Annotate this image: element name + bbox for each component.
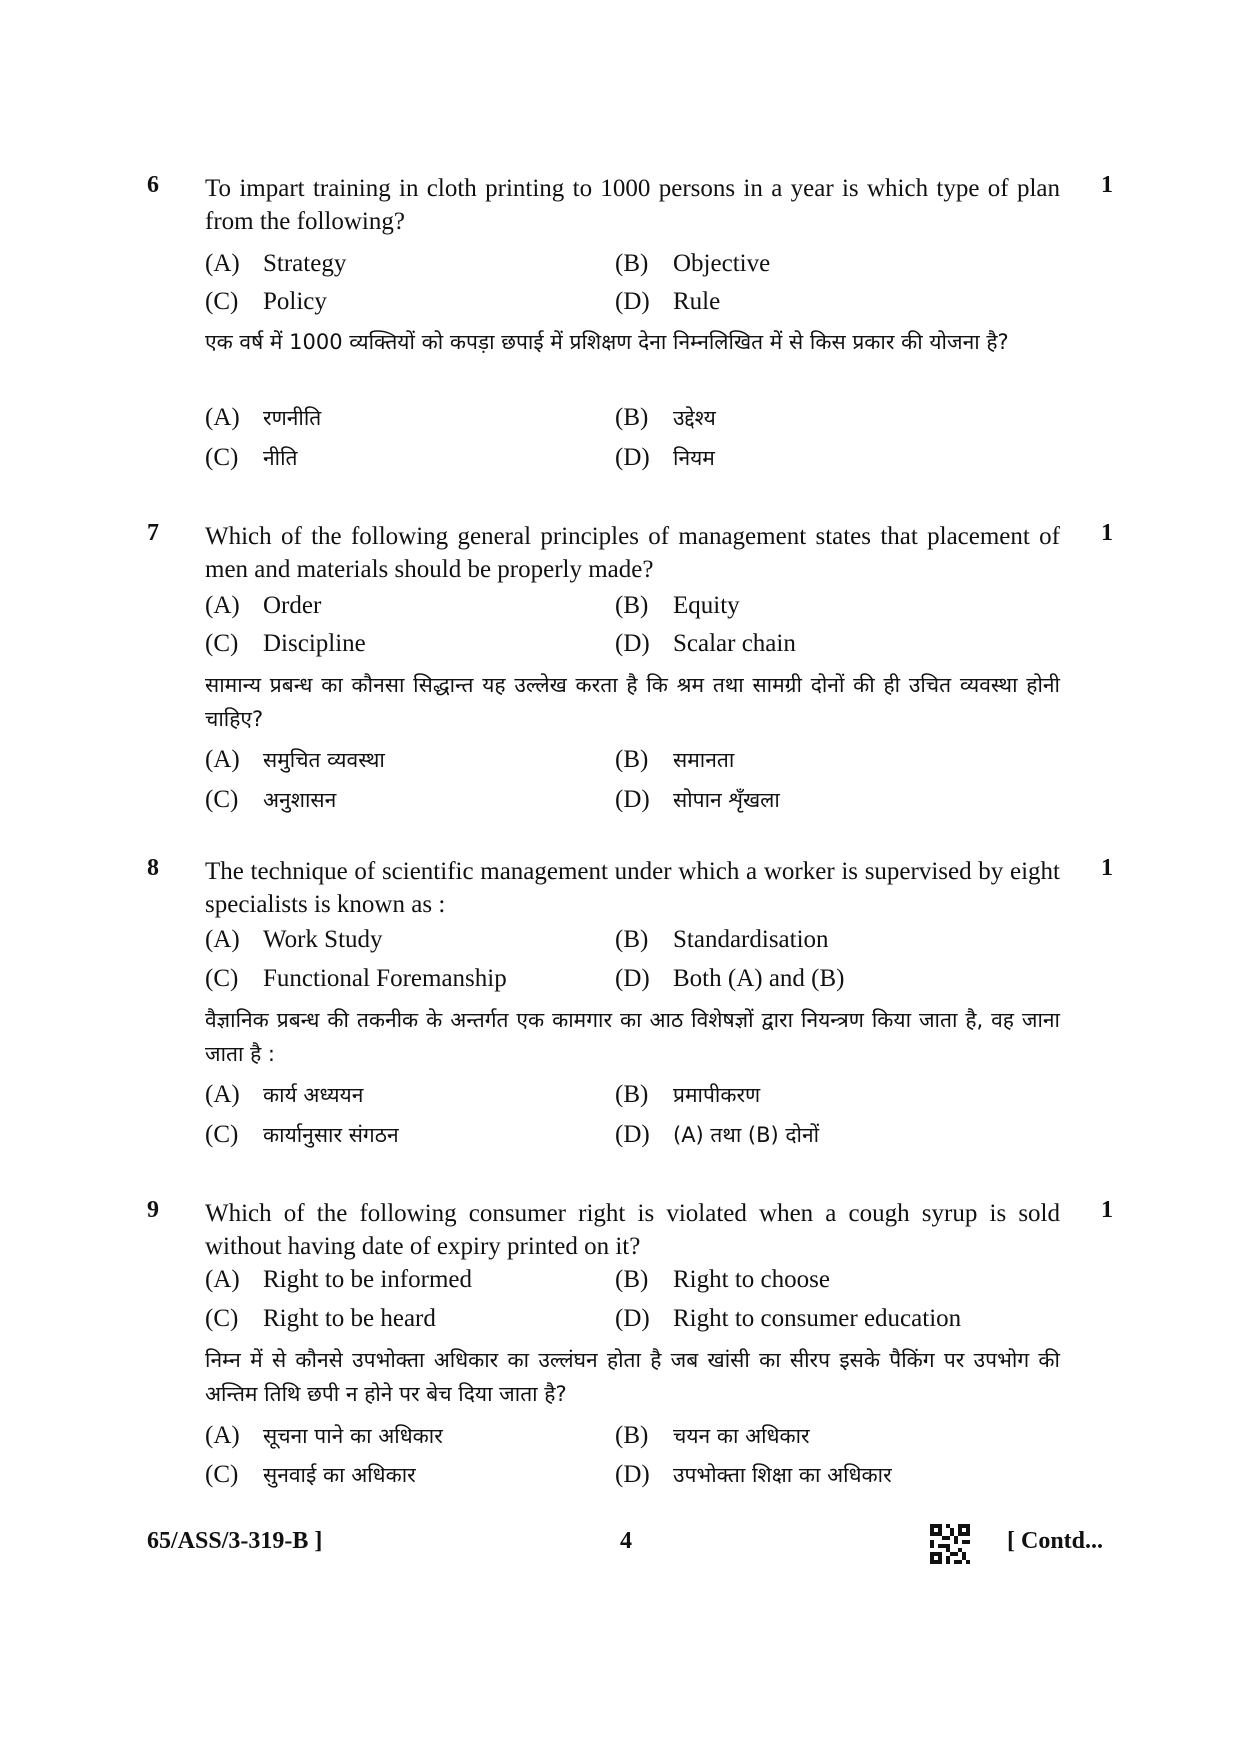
option-c-english: (C) Right to be heard — [205, 1305, 436, 1332]
question-number: 6 — [147, 172, 159, 198]
option-c-english: (C) Policy — [205, 288, 327, 315]
option-c-hindi: (C) सुनवाई का अधिकार — [205, 1461, 416, 1488]
option-a-hindi: (A) कार्य अध्ययन — [205, 1081, 364, 1108]
option-b-english: (B) Standardisation — [615, 926, 829, 953]
question-marks: 1 — [1101, 172, 1113, 198]
question-text-hindi: निम्न में से कौनसे उपभोक्ता अधिकार का उल्लंघन होता है जब खांसी का सीरप इसके पैकिंग पर उपभोग की अन्तिम तिथि छपी न होने पर बेच दिया जाता है? — [205, 1348, 1060, 1406]
question-marks: 1 — [1101, 1197, 1113, 1223]
paper-code: 65/ASS/3-319-B ] — [147, 1528, 323, 1554]
question-text-english: Which of the following consumer right is violated when a cough syrup is sold without having date of expiry printed on it? — [205, 1200, 1060, 1260]
option-d-hindi: (D) (A) तथा (B) दोनों — [615, 1121, 820, 1148]
option-b-english: (B) Right to choose — [615, 1266, 830, 1293]
question-text-english: The technique of scientific management under which a worker is supervised by eight specialists is known as : — [205, 858, 1060, 918]
option-a-english: (A) Order — [205, 592, 322, 619]
option-d-english: (D) Rule — [615, 288, 721, 315]
qr-code-icon — [930, 1524, 970, 1564]
question-marks: 1 — [1101, 855, 1113, 881]
option-a-english: (A) Right to be informed — [205, 1266, 472, 1293]
continued-label: [ Contd... — [1007, 1528, 1104, 1554]
option-b-english: (B) Equity — [615, 592, 740, 619]
option-b-hindi: (B) चयन का अधिकार — [615, 1422, 810, 1449]
question-text-hindi: सामान्य प्रबन्ध का कौनसा सिद्धान्त यह उल्लेख करता है कि श्रम तथा सामग्री दोनों की ही उचित व्यवस्था होनी चाहिए? — [205, 673, 1060, 731]
option-b-english: (B) Objective — [615, 250, 771, 277]
option-c-hindi: (C) नीति — [205, 444, 298, 471]
option-b-hindi: (B) प्रमापीकरण — [615, 1081, 761, 1108]
question-text-english: Which of the following general principles of management states that placement of men and materials should be properly made? — [205, 523, 1060, 583]
question-text-english: To impart training in cloth printing to 1000 persons in a year is which type of plan from the following? — [205, 175, 1060, 235]
question-text-hindi: वैज्ञानिक प्रबन्ध की तकनीक के अन्तर्गत एक कामगार का आठ विशेषज्ञों द्वारा नियन्त्रण किया जाता है, वह जाना जाता है : — [205, 1008, 1060, 1066]
option-d-hindi: (D) नियम — [615, 444, 715, 471]
option-d-hindi: (D) उपभोक्ता शिक्षा का अधिकार — [615, 1461, 892, 1488]
option-b-hindi: (B) समानता — [615, 746, 735, 773]
option-b-hindi: (B) उद्देश्य — [615, 404, 716, 431]
option-a-english: (A) Work Study — [205, 926, 383, 953]
question-text-hindi: एक वर्ष में 1000 व्यक्तियों को कपड़ा छपाई में प्रशिक्षण देना निम्नलिखित में से किस प्रकार की योजना है? — [205, 330, 1009, 354]
option-a-hindi: (A) रणनीति — [205, 404, 322, 431]
option-a-hindi: (A) समुचित व्यवस्था — [205, 746, 385, 773]
question-number: 8 — [147, 855, 159, 881]
question-marks: 1 — [1101, 520, 1113, 546]
question-number: 9 — [147, 1197, 159, 1223]
option-d-english: (D) Right to consumer education — [615, 1305, 962, 1332]
option-d-english: (D) Both (A) and (B) — [615, 965, 845, 992]
option-c-english: (C) Functional Foremanship — [205, 965, 507, 992]
option-d-english: (D) Scalar chain — [615, 630, 796, 657]
option-c-english: (C) Discipline — [205, 630, 366, 657]
option-a-hindi: (A) सूचना पाने का अधिकार — [205, 1422, 443, 1449]
page-number: 4 — [620, 1528, 632, 1554]
option-a-english: (A) Strategy — [205, 250, 347, 277]
question-number: 7 — [147, 520, 159, 546]
option-c-hindi: (C) कार्यानुसार संगठन — [205, 1121, 399, 1148]
option-d-hindi: (D) सोपान शृँखला — [615, 786, 780, 813]
option-c-hindi: (C) अनुशासन — [205, 786, 337, 813]
